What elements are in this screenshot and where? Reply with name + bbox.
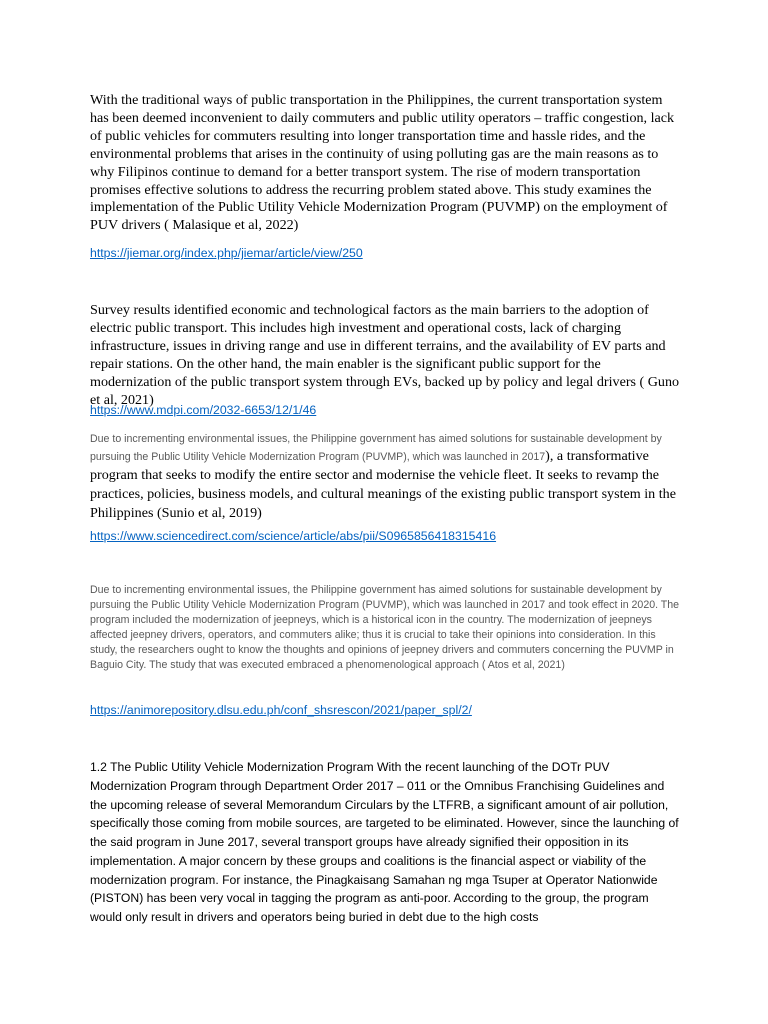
paragraph-sunio-serif-part: ), a transformative program that seeks to modify the entire sector and modernise the vehicle fleet. It seeks to revamp the practices, policies, business models, and cultural meanings of the existing public transport system in the Philippines (Sunio et al, 2019)	[90, 448, 676, 521]
paragraph-ev-barriers-guno: Survey results identified economic and technological factors as the main barriers to the adoption of electric public transport. This includes high investment and operational costs, lack of charging infrastructure, issues in driving range and use in different terrains, and the availability of EV parts and repair stations. On the other hand, the main enabler is the significant public support for the modernization of the public transport system through EVs, backed up by policy and legal drivers ( Guno et al, 2021)	[90, 302, 680, 408]
link-mdpi[interactable]: https://www.mdpi.com/2032-6653/12/1/46	[90, 403, 317, 417]
paragraph-sunio	[90, 429, 680, 523]
link-sciencedirect[interactable]: https://www.sciencedirect.com/science/article/abs/pii/S0965856418315416	[90, 529, 497, 543]
link-animorepository[interactable]: https://animorepository.dlsu.edu.ph/conf_shsrescon/2021/paper_spl/2/	[90, 703, 472, 717]
paragraph-puvmp-section-1-2: 1.2 The Public Utility Vehicle Modernization Program With the recent launching of the DOTr PUV Modernization Program through Department Order 2017 – 011 or the Omnibus Franchising Guidelines and the upcoming release of several Memorandum Circulars by the LTFRB, a significant amount of air pollution, specifically those coming from mobile sources, are targeted to be eliminated. However, since the launching of the said program in June 2017, several transport groups have already signified their opposition in its implementation. A major concern by these groups and coalitions is the financial aspect or viability of the modernization program. For instance, the Pinagkaisang Samahan ng mga Tsuper at Operator Nationwide (PISTON) has been very vocal in tagging the program as anti-poor. According to the group, the program would only result in drivers and operators being buried in debt due to the high costs	[90, 760, 679, 924]
paragraph-puvmp-malasique: With the traditional ways of public transportation in the Philippines, the current transportation system has been deemed inconvenient to daily commuters and public utility operators – traffic congestion, lack of public vehicles for commuters resulting into longer transportation time and hassle rides, and the environmental problems that arises in the continuity of using polluting gas are the main reasons as to why Filipinos continue to demand for a better transport system. The rise of modern transportation promises effective solutions to address the recurring problem stated above. This study examines the implementation of the Public Utility Vehicle Modernization Program (PUVMP) on the employment of PUV drivers ( Malasique et al, 2022)	[90, 92, 675, 234]
paragraph-sunio-gray-part: Due to incrementing environmental issues, the Philippine government has aimed solutions for sustainable development by pursuing the Public Utility Vehicle Modernization Program (PUVMP), which was launched in 2017	[90, 433, 662, 464]
link-jiemar[interactable]: https://jiemar.org/index.php/jiemar/article/view/250	[90, 246, 363, 260]
paragraph-atos-baguio: Due to incrementing environmental issues, the Philippine government has aimed solutions for sustainable development by pursuing the Public Utility Vehicle Modernization Program (PUVMP), which was launched in 2017 and took effect in 2020. The program included the modernization of jeepneys, which is a historical icon in the country. The modernization of jeepneys affected jeepney drivers, operators, and commuters alike; thus it is crucial to take their opinions into consideration. In this study, the researchers ought to know the thoughts and opinions of jeepney drivers and commuters concerning the PUVMP in Baguio City. The study that was executed embraced a phenomenological approach ( Atos et al, 2021)	[90, 584, 680, 672]
